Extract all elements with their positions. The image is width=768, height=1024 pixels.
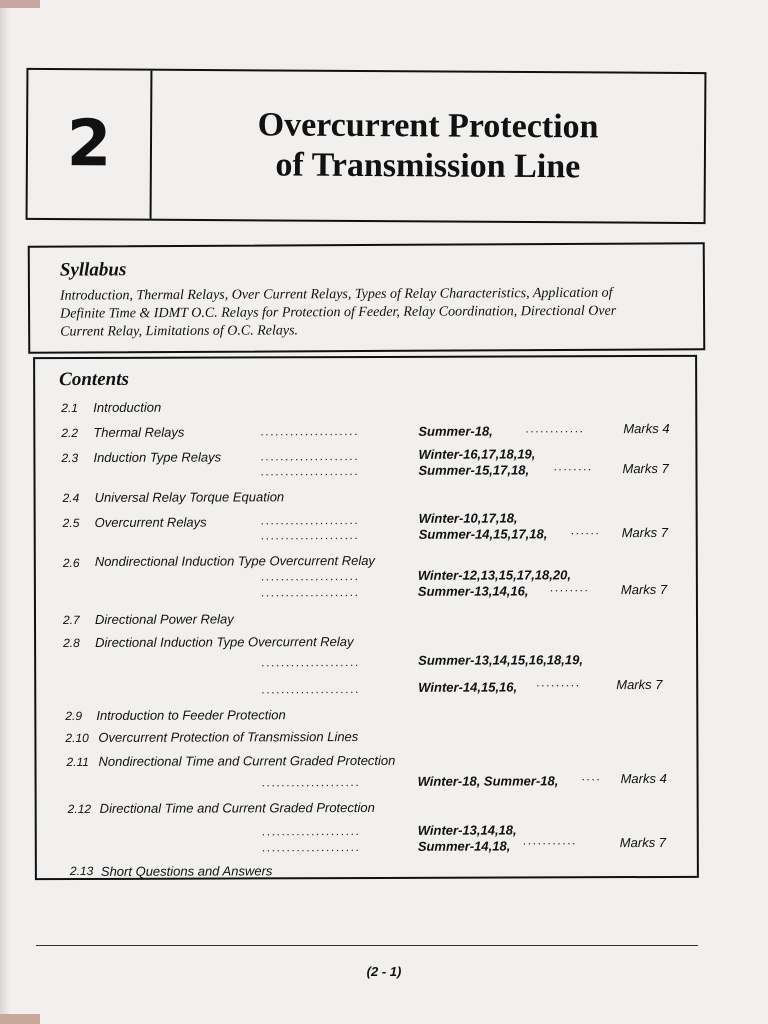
toc-title: Short Questions and Answers bbox=[100, 863, 273, 879]
toc-leader-dots: .................... bbox=[260, 464, 360, 479]
toc-title: Induction Type Relays bbox=[93, 449, 222, 465]
chapter-title-line2: of Transmission Line bbox=[275, 146, 581, 186]
toc-leader-dots: .................... bbox=[261, 655, 360, 670]
toc-number: 2.7 bbox=[62, 612, 80, 628]
toc-marks: Marks 4 bbox=[620, 770, 667, 787]
toc-exam: Summer-18, bbox=[418, 423, 493, 439]
toc-title: Directional Induction Type Overcurrent Relay bbox=[95, 634, 354, 650]
toc-leader-dots: ...... bbox=[570, 523, 601, 538]
chapter-title-line1: Overcurrent Protection bbox=[257, 106, 599, 146]
toc-leader-dots: .................... bbox=[261, 824, 361, 839]
toc-exam: Winter-12,13,15,17,18,20, bbox=[417, 567, 571, 583]
toc-leader-dots: .................... bbox=[261, 840, 361, 855]
page-corner-bottom bbox=[0, 1014, 40, 1024]
syllabus-line-1: Introduction, Thermal Relays, Over Current Relays, Types of Relay Characteristics, Application of bbox=[59, 285, 613, 304]
toc-title: Directional Power Relay bbox=[94, 611, 234, 627]
toc-exam: Summer-13,14,15,16,18,19, bbox=[418, 652, 583, 668]
toc-leader-dots: .... bbox=[581, 769, 602, 784]
toc-leader-dots: ........... bbox=[522, 833, 578, 848]
toc-number: 2.2 bbox=[61, 426, 79, 441]
chapter-header bbox=[26, 68, 707, 224]
syllabus-line-2: Definite Time & IDMT O.C. Relays for Protection of Feeder, Relay Coordination, Directional Over bbox=[60, 303, 617, 322]
toc-leader-dots: ........ bbox=[549, 580, 590, 595]
toc-title: Universal Relay Torque Equation bbox=[94, 489, 285, 505]
toc-title: Directional Time and Current Graded Protection bbox=[99, 799, 375, 816]
footer-rule bbox=[36, 945, 698, 946]
toc-number: 2.12 bbox=[67, 801, 92, 817]
toc-number: 2.1 bbox=[61, 401, 78, 416]
toc-number: 2.13 bbox=[69, 863, 94, 879]
toc-title: Overcurrent Protection of Transmission Lines bbox=[98, 729, 359, 745]
toc-marks: Marks 7 bbox=[621, 524, 668, 541]
toc-number: 2.11 bbox=[66, 754, 89, 770]
toc-marks: Marks 4 bbox=[623, 420, 670, 437]
toc-leader-dots: .................... bbox=[261, 682, 360, 697]
toc-number: 2.3 bbox=[61, 451, 79, 466]
toc-leader-dots: .................... bbox=[260, 449, 360, 464]
toc-leader-dots: .................... bbox=[260, 585, 360, 600]
toc-leader-dots: ............ bbox=[525, 421, 585, 436]
toc-title: Introduction bbox=[93, 399, 162, 415]
toc-leader-dots: .................... bbox=[260, 528, 360, 543]
toc-title: Overcurrent Relays bbox=[94, 514, 207, 530]
syllabus-line-3: Current Relay, Limitations of O.C. Relays. bbox=[60, 323, 299, 340]
toc-title: Thermal Relays bbox=[93, 424, 185, 440]
toc-exam: Summer-15,17,18, bbox=[418, 462, 530, 478]
chapter-number-cell bbox=[28, 70, 153, 219]
chapter-number: 2 bbox=[66, 107, 112, 182]
toc-leader-dots: .................... bbox=[260, 569, 360, 584]
toc-marks: Marks 7 bbox=[622, 460, 669, 477]
toc-marks: Marks 7 bbox=[616, 676, 663, 693]
toc-leader-dots: .................... bbox=[260, 513, 360, 528]
toc-exam: Summer-14,18, bbox=[417, 838, 511, 854]
toc-title: Nondirectional Time and Current Graded Protection bbox=[98, 752, 396, 769]
toc-title: Nondirectional Induction Type Overcurrent Relay bbox=[94, 552, 375, 569]
toc-exam: Winter-14,15,16, bbox=[418, 679, 518, 695]
toc-exam: Winter-13,14,18, bbox=[417, 822, 517, 838]
toc-number: 2.10 bbox=[65, 730, 89, 746]
contents-heading: Contents bbox=[59, 368, 129, 391]
toc-number: 2.6 bbox=[62, 555, 80, 571]
toc-exam: Winter-18, Summer-18, bbox=[417, 773, 559, 789]
toc-leader-dots: .................... bbox=[260, 424, 360, 439]
toc-exam: Summer-13,14,16, bbox=[417, 583, 529, 599]
page-number: (2 - 1) bbox=[366, 964, 402, 979]
chapter-title bbox=[152, 71, 705, 222]
syllabus-heading: Syllabus bbox=[59, 259, 127, 281]
toc-number: 2.5 bbox=[62, 516, 80, 531]
syllabus-box bbox=[28, 242, 706, 354]
page-edge-shadow bbox=[0, 0, 10, 1024]
toc-exam: Winter-10,17,18, bbox=[418, 510, 518, 526]
toc-marks: Marks 7 bbox=[620, 581, 668, 598]
toc-number: 2.9 bbox=[65, 708, 83, 724]
toc-number: 2.8 bbox=[63, 635, 80, 651]
toc-leader-dots: .................... bbox=[261, 775, 361, 790]
toc-number: 2.4 bbox=[62, 491, 80, 506]
toc-exam: Summer-14,15,17,18, bbox=[418, 526, 548, 542]
toc-title: Introduction to Feeder Protection bbox=[96, 707, 286, 723]
contents-box bbox=[33, 355, 699, 880]
toc-exam: Winter-16,17,18,19, bbox=[418, 446, 536, 462]
toc-marks: Marks 7 bbox=[619, 834, 667, 851]
toc-leader-dots: ........ bbox=[553, 459, 593, 474]
page-corner-top bbox=[0, 0, 40, 8]
toc-leader-dots: ......... bbox=[536, 675, 581, 690]
